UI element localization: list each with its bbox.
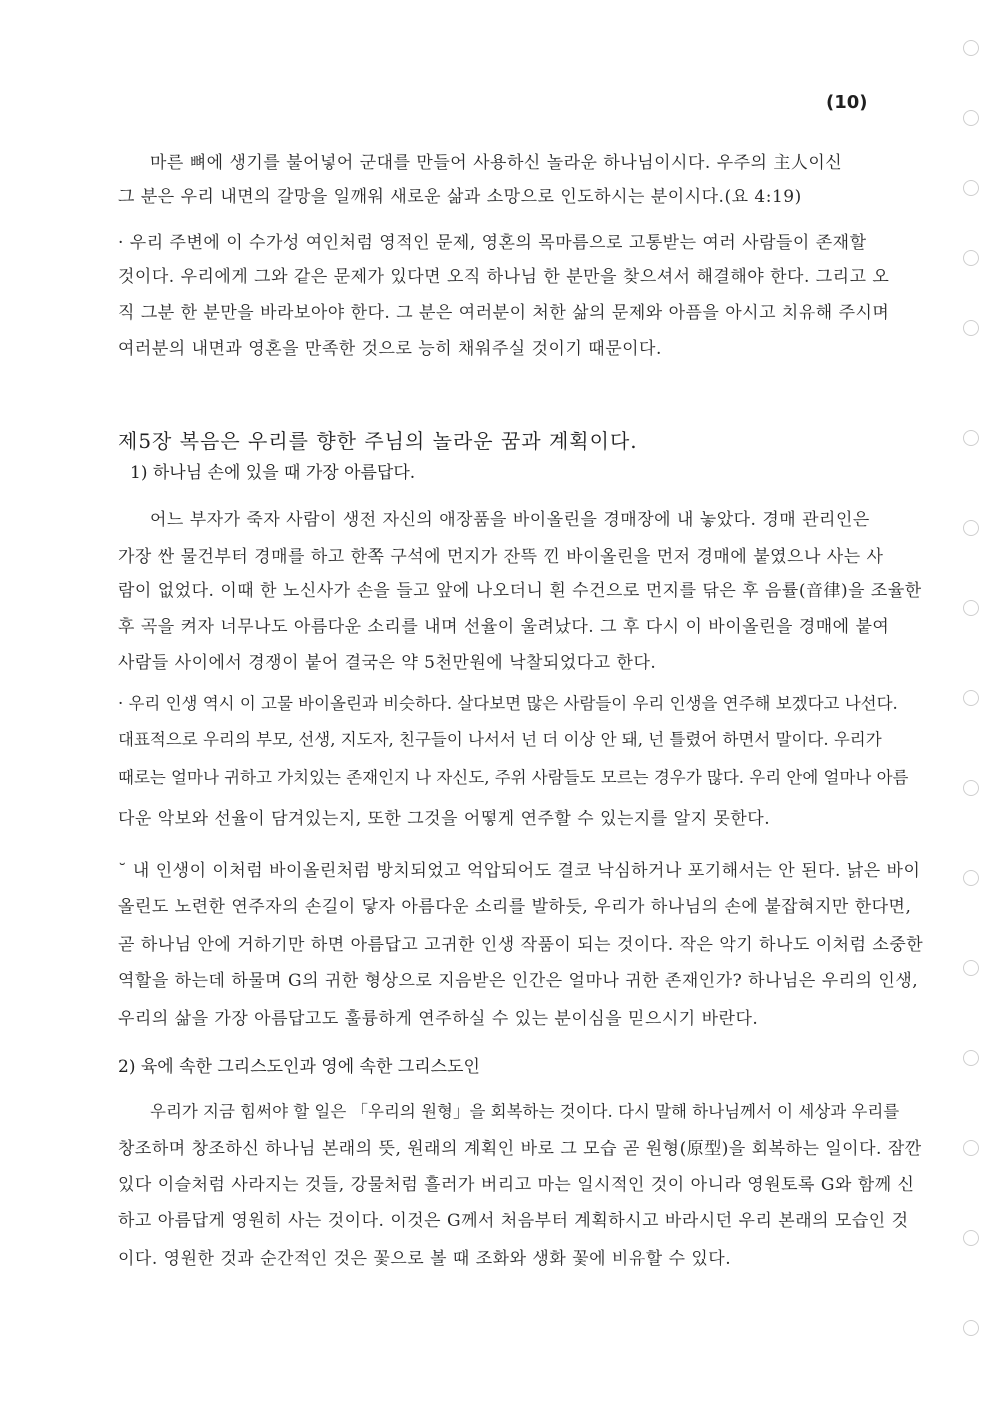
binder-hole: [963, 960, 979, 976]
text-line: 사람들 사이에서 경쟁이 붙어 결국은 약 5천만원에 낙찰되었다고 한다.: [118, 653, 657, 673]
text-line: 창조하며 창조하신 하나님 본래의 뜻, 원래의 계획인 바로 그 모습 곧 원형(原型)을 회복하는 일이다. 잠깐: [118, 1139, 922, 1159]
section-title: 1) 하나님 손에 있을 때 가장 아름답다.: [130, 463, 416, 483]
binder-hole: [963, 250, 979, 266]
binder-hole: [963, 430, 979, 446]
binder-hole: [963, 870, 979, 886]
text-line: 후 곡을 켜자 너무나도 아름다운 소리를 내며 선율이 울려났다. 그 후 다시 이 바이올린을 경매에 붙여: [118, 617, 890, 637]
text-line: 다운 악보와 선율이 담겨있는지, 또한 그것을 어떻게 연주할 수 있는지를 알지 못한다.: [118, 809, 771, 829]
text-line: 것이다. 우리에게 그와 같은 문제가 있다면 오직 하나님 한 분만을 찾으셔서 해결해야 한다. 그리고 오: [118, 267, 890, 287]
text-line: 람이 없었다. 이때 한 노신사가 손을 들고 앞에 나오더니 흰 수건으로 먼지를 닦은 후 음률(音律)을 조율한: [118, 581, 922, 601]
section-title: 2) 육에 속한 그리스도인과 영에 속한 그리스도인: [118, 1057, 480, 1077]
binder-hole: [963, 1050, 979, 1066]
text-line: 때로는 얼마나 귀하고 가치있는 존재인지 나 자신도, 주위 사람들도 모르는 경우가 많다. 우리 안에 얼마나 아름: [118, 768, 909, 787]
binder-hole: [963, 1230, 979, 1246]
binder-hole: [963, 1140, 979, 1156]
text-line: 이다. 영원한 것과 순간적인 것은 꽃으로 볼 때 조화와 생화 꽃에 비유할 수 있다.: [118, 1249, 732, 1269]
text-line: ˘ 내 인생이 이처럼 바이올린처럼 방치되었고 억압되어도 결코 낙심하거나 포기해서는 안 된다. 낡은 바이: [118, 861, 921, 881]
text-line: 우리의 삶을 가장 아름답고도 훌륭하게 연주하실 수 있는 분이심을 믿으시기 바란다.: [118, 1009, 759, 1029]
text-line: 마른 뼈에 생기를 불어넣어 군대를 만들어 사용하신 놀라운 하나님이시다. 우주의 主人이신: [150, 153, 843, 173]
text-line: · 우리 인생 역시 이 고물 바이올린과 비슷하다. 살다보면 많은 사람들이 우리 인생을 연주해 보겠다고 나선다.: [118, 694, 898, 713]
binder-hole: [963, 110, 979, 126]
text-line: · 우리 주변에 이 수가성 여인처럼 영적인 문제, 영혼의 목마름으로 고통받는 여러 사람들이 존재할: [118, 233, 867, 253]
binder-hole: [963, 320, 979, 336]
text-line: 우리가 지금 힘써야 할 일은 「우리의 원형」을 회복하는 것이다. 다시 말해 하나님께서 이 세상과 우리를: [150, 1102, 900, 1121]
binder-hole: [963, 180, 979, 196]
text-line: 곧 하나님 안에 거하기만 하면 아름답고 고귀한 인생 작품이 되는 것이다. 작은 악기 하나도 이처럼 소중한: [118, 935, 924, 955]
text-line: 여러분의 내면과 영혼을 만족한 것으로 능히 채워주실 것이기 때문이다.: [118, 339, 662, 359]
text-line: 대표적으로 우리의 부모, 선생, 지도자, 친구들이 나서서 넌 더 이상 안 돼, 넌 틀렸어 하면서 말이다. 우리가: [118, 730, 882, 749]
binder-hole: [963, 690, 979, 706]
binder-holes-decoration: [951, 0, 991, 1401]
text-line: 올린도 노련한 연주자의 손길이 닿자 아름다운 소리를 발하듯, 우리가 하나님의 손에 붙잡혀지만 한다면,: [118, 897, 912, 917]
binder-hole: [963, 40, 979, 56]
text-line: 어느 부자가 죽자 사람이 생전 자신의 애장품을 바이올린을 경매장에 내 놓았다. 경매 관리인은: [150, 510, 870, 530]
text-line: 그 분은 우리 내면의 갈망을 일깨워 새로운 삶과 소망으로 인도하시는 분이시다.(요 4:19): [118, 187, 802, 207]
text-line: 하고 아름답게 영원히 사는 것이다. 이것은 G께서 처음부터 계획하시고 바라시던 우리 본래의 모습인 것: [118, 1211, 909, 1231]
chapter-heading: 제5장 복음은 우리를 향한 주님의 놀라운 꿈과 계획이다.: [118, 429, 638, 453]
text-line: 역할을 하는데 하물며 G의 귀한 형상으로 지음받은 인간은 얼마나 귀한 존재인가? 하나님은 우리의 인생,: [118, 971, 919, 991]
text-line: 가장 싼 물건부터 경매를 하고 한쪽 구석에 먼지가 잔뜩 낀 바이올린을 먼저 경매에 붙였으나 사는 사: [118, 547, 884, 567]
binder-hole: [963, 780, 979, 796]
binder-hole: [963, 600, 979, 616]
binder-hole: [963, 1320, 979, 1336]
text-line: 있다 이슬처럼 사라지는 것들, 강물처럼 흘러가 버리고 마는 일시적인 것이 아니라 영원토록 G와 함께 신: [118, 1175, 915, 1195]
binder-hole: [963, 520, 979, 536]
text-line: 직 그분 한 분만을 바라보아야 한다. 그 분은 여러분이 처한 삶의 문제와 아픔을 아시고 치유해 주시며: [118, 303, 890, 323]
page-number: (10): [826, 92, 868, 113]
